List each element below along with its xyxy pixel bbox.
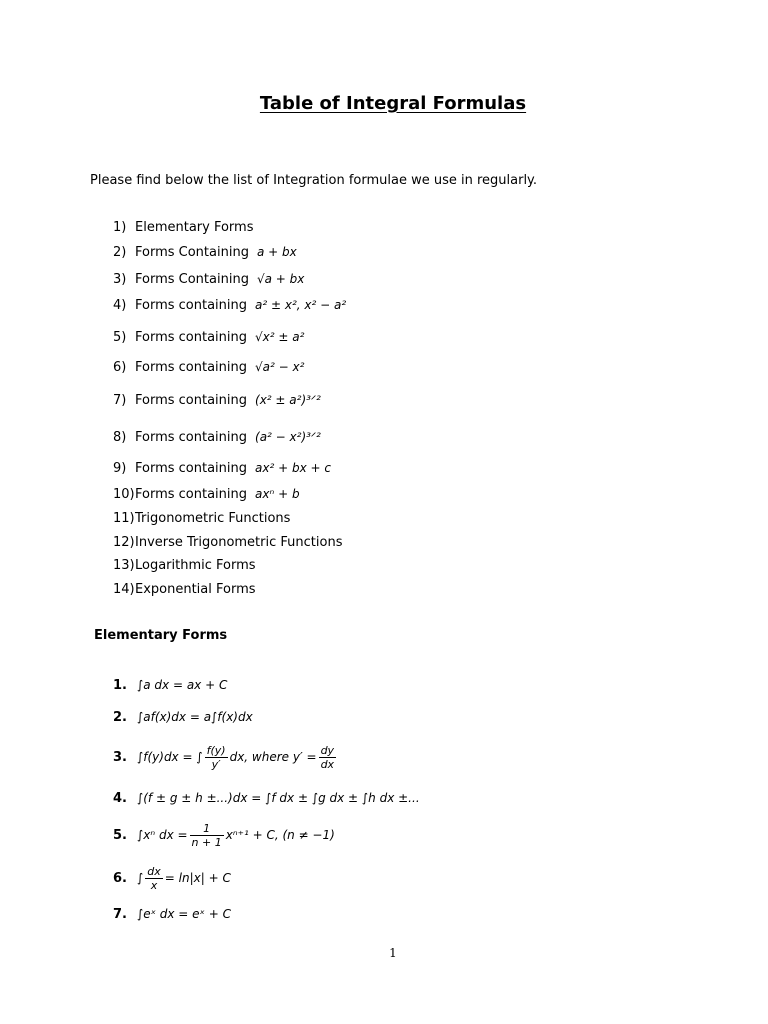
toc-item: 3) Forms Containing √a + bx — [113, 272, 305, 287]
toc-item: 14)Exponential Forms — [113, 582, 256, 597]
toc-item: 7) Forms containing (x² ± a²)³ᐟ² — [113, 393, 321, 408]
fraction: $\frac{1}{n + 1}$ — [191, 822, 222, 849]
section-heading: Elementary Forms — [94, 628, 228, 643]
fraction: $\frac{f(y)}{y'}$ — [206, 744, 226, 771]
fraction: $\frac{dy}{dx}$ — [320, 744, 335, 771]
page-title: Table of Integral Formulas — [259, 93, 527, 114]
toc-item: 8) Forms containing (a² − x²)³ᐟ² — [113, 430, 321, 445]
toc-item: 5) Forms containing √x² ± a² — [113, 330, 305, 345]
toc-item: 13)Logarithmic Forms — [113, 558, 256, 573]
toc-item: 4) Forms containing a² ± x², x² − a² — [113, 298, 347, 313]
formula-row: 6. ∫ $\frac{dx}{x}$ = ln|x| + C — [113, 865, 231, 892]
toc-item: 1) Elementary Forms — [113, 220, 254, 235]
toc-item: 2) Forms Containing a + bx — [113, 245, 297, 260]
toc-item: 11)Trigonometric Functions — [113, 511, 291, 526]
formula-row: 3. ∫f(y)dx = ∫ $\frac{f(y)}{y'}$ dx, where y′ = $\frac{dy}{dx}$ — [113, 744, 335, 771]
intro-text: Please find below the list of Integration formulae we use in regularly. — [90, 173, 538, 188]
formula-row: 5. ∫xⁿ dx = $\frac{1}{n + 1}$ xⁿ⁺¹ + C, (n ≠ −1) — [113, 822, 335, 849]
formula-row: 7. ∫eˣ dx = eˣ + C — [113, 907, 231, 922]
toc-item: 12)Inverse Trigonometric Functions — [113, 535, 343, 550]
fraction: $\frac{dx}{x}$ — [147, 865, 161, 892]
toc-item: 9) Forms containing ax² + bx + c — [113, 461, 331, 476]
toc-item: 6) Forms containing √a² − x² — [113, 360, 305, 375]
toc-item: 10)Forms containing axⁿ + b — [113, 487, 300, 502]
formula-row: 2. ∫af(x)dx = a∫f(x)dx — [113, 710, 253, 725]
page-number: 1 — [389, 946, 397, 960]
formula-row: 1. ∫a dx = ax + C — [113, 678, 228, 693]
formula-row: 4. ∫(f ± g ± h ±...)dx = ∫f dx ± ∫g dx ± ∫h dx ±... — [113, 791, 420, 806]
